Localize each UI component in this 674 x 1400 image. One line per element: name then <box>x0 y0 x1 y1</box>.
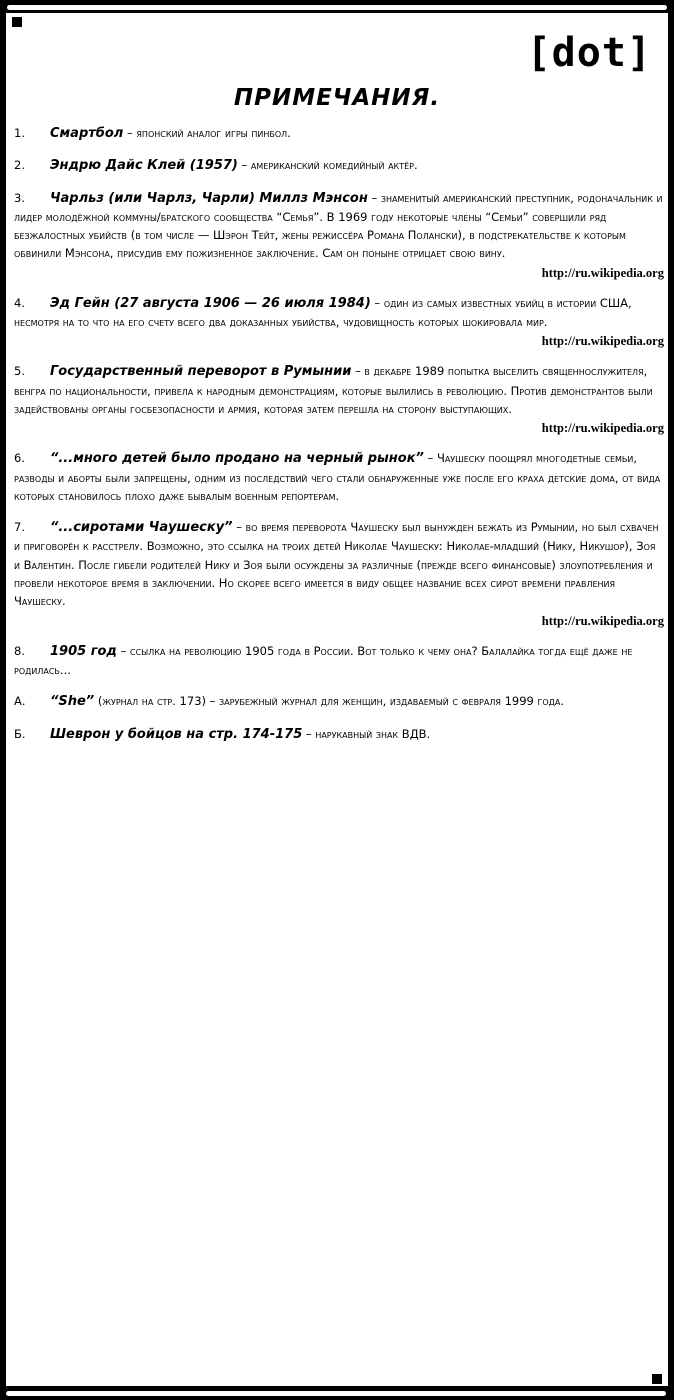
frame-top-border <box>0 0 674 13</box>
note-dash: – <box>423 451 437 466</box>
frame-right-border <box>668 0 674 1400</box>
note-number: 3. <box>14 190 25 205</box>
note-item <box>14 642 664 680</box>
corner-square-top-left <box>12 17 22 27</box>
note-dash: – <box>370 295 384 310</box>
note-source: http://ru.wikipedia.org <box>541 613 664 628</box>
note-dash: – <box>302 726 316 741</box>
note-number: 4. <box>14 295 25 310</box>
note-text: во время переворота Чаушеску был вынужден бежать из Румынии, но был схвачен и приговорён к расстрелу. Возможно, это ссылка на троих детей Николае Чаушеску: Николае-младший (Нику, Никушор), Зоя и Валентин. После гибели родителей Нику и Зоя были осуждены за различные (прежде всего финансовые) злоупотребления и провели некоторое время в заключении. Но скорее всего имеется в виду общее название всех сирот времени правления Чаушеску. <box>14 520 659 609</box>
dot-logo: [dot] <box>526 30 652 76</box>
note-dash: – <box>232 520 246 535</box>
note-item <box>14 725 664 744</box>
note-source: http://ru.wikipedia.org <box>541 334 664 349</box>
note-number: 6. <box>14 451 25 466</box>
note-text: (журнал на стр. 173) – зарубежный журнал для женщин, издаваемый с февраля 1999 года. <box>97 694 565 709</box>
note-item <box>14 362 664 436</box>
note-number: А. <box>14 694 26 709</box>
note-heading: Шеврон у бойцов на стр. 174-175 <box>50 726 303 742</box>
note-item <box>14 449 664 505</box>
note-number: 8. <box>14 643 25 658</box>
note-number: 7. <box>14 520 25 535</box>
note-source: http://ru.wikipedia.org <box>541 421 664 436</box>
note-heading: “...сиротами Чаушеску” <box>50 520 233 536</box>
note-dash: – <box>123 126 137 140</box>
note-item <box>14 124 664 143</box>
notes-list <box>14 124 664 757</box>
note-number: 1. <box>14 126 25 140</box>
note-heading: 1905 год <box>50 643 117 659</box>
note-heading: “She” <box>50 694 95 710</box>
note-item <box>14 692 664 711</box>
note-text: американский комедийный актёр. <box>250 158 418 173</box>
note-heading: Государственный переворот в Румынии <box>50 364 352 380</box>
note-dash: – <box>367 190 381 205</box>
note-number: 2. <box>14 158 25 173</box>
corner-square-bottom-right <box>652 1374 662 1384</box>
frame-left-border <box>0 0 6 1400</box>
note-number: Б. <box>14 726 26 741</box>
note-item <box>14 189 664 281</box>
note-text: ссылка на революцию 1905 года в России. Вот только к чему она? Балалайка тогда ещё даже не родилась... <box>14 643 633 677</box>
note-text: один из самых известных убийц в истории США, несмотря на то что на его счету всего два доказанных убийства, чудовищность которых шокировала мир. <box>14 295 632 330</box>
note-item <box>14 294 664 350</box>
note-dash: – <box>116 643 130 658</box>
note-heading: Эндрю Дайс Клей (1957) <box>50 158 238 174</box>
note-text: Чаушеску поощрял многодетные семьи, разводы и аборты были запрещены, одним из последствий чего стали обнаруженные уже после его краха детские дома, от вида которых становилось плохо даже бывалым военным репортерам. <box>14 451 661 503</box>
note-dash: – <box>237 158 251 173</box>
note-dash: – <box>351 364 365 379</box>
note-text: знаменитый американский преступник, родоначальник и лидер молодёжной коммуны/братского сообщества “Семья”. В 1969 году некоторые члены “Семьи” совершили ряд безжалостных убийств (в том числе — Шэрон Тейт, жены режиссёра Романа Полански), в подстрекательстве к которым обвинили Мэнсона, присудив ему пожизненное заключение. Сам он поныне отрицает свою вину. <box>14 190 663 261</box>
note-number: 5. <box>14 364 25 379</box>
note-item <box>14 518 664 628</box>
note-item <box>14 156 664 175</box>
note-heading: Эд Гейн (27 августа 1906 — 26 июля 1984) <box>50 295 371 311</box>
frame-bottom-border <box>0 1386 674 1400</box>
note-text: японский аналог игры пинбол. <box>136 126 291 140</box>
note-source: http://ru.wikipedia.org <box>541 265 664 280</box>
note-heading: “...много детей было продано на черный рынок” <box>50 451 424 467</box>
note-text: в декабре 1989 попытка выселить священнослужителя, венгра по национальности, привела к народным демонстрациям, которые вылились в революцию. Против демонстрантов были задействованы органы госбезопасности и армия, которая затем перешла на сторону выступающих. <box>14 364 653 416</box>
note-heading: Смартбол <box>50 126 124 141</box>
page-title: ПРИМЕЧАНИЯ. <box>233 85 441 111</box>
note-text: нарукавный знак ВДВ. <box>315 726 431 741</box>
note-heading: Чарльз (или Чарлз, Чарли) Миллз Мэнсон <box>50 190 368 206</box>
